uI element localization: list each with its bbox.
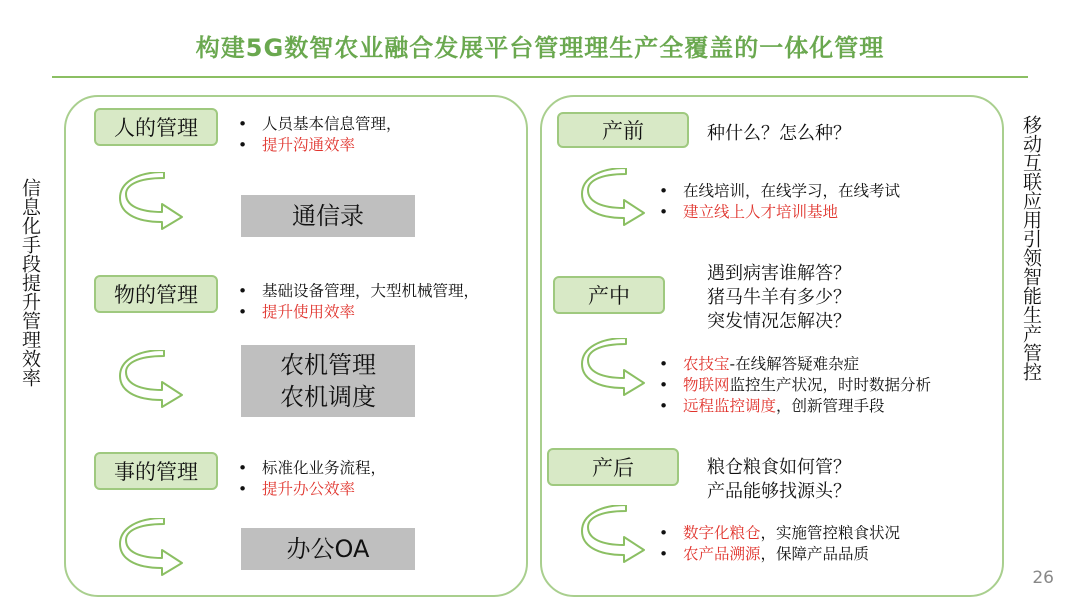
label-post-production: 产后 — [547, 448, 679, 486]
list-item: • 人员基本信息管理， — [238, 115, 402, 133]
questions-mid: 遇到病害谁解答？ 猪马牛羊有多少？ 突发情况怎解决？ — [707, 263, 851, 332]
list-item: • 在线培训，在线学习，在线考试 — [659, 182, 901, 200]
box-office-oa: 办公OA — [241, 528, 415, 570]
curved-arrow-icon — [580, 338, 650, 398]
list-item: • 提升沟通效率 — [238, 136, 356, 154]
bullets-people — [238, 114, 402, 156]
list-item: • 农技宝-在线解答疑难杂症 — [659, 355, 860, 373]
box-contacts: 通信录 — [241, 195, 415, 237]
bullets-affairs — [238, 458, 386, 500]
bullets-assets — [238, 281, 479, 323]
slide-title: 构建5G数智农业融合发展平台管理理生产全覆盖的一体化管理 — [195, 34, 885, 62]
curved-arrow-icon — [580, 505, 650, 565]
title-divider — [52, 76, 1028, 78]
curved-arrow-icon — [118, 172, 188, 232]
side-text-right: 移动互联应用引领智能生产管控 — [1020, 115, 1042, 381]
list-item: • 标准化业务流程， — [238, 459, 387, 477]
list-item: • 数字化粮仓，实施管控粮食状况 — [659, 524, 901, 542]
list-item: • 基础设备管理，大型机械管理， — [238, 282, 480, 300]
bullets-post — [659, 523, 900, 565]
questions-post: 粮仓粮食如何管？ 产品能够找源头？ — [707, 457, 851, 502]
curved-arrow-icon — [118, 350, 188, 410]
list-item: • 提升使用效率 — [238, 303, 356, 321]
label-asset-management: 物的管理 — [94, 275, 218, 313]
box-machinery: 农机管理 农机调度 — [241, 345, 415, 417]
label-pre-production: 产前 — [557, 112, 689, 148]
list-item: • 农产品溯源，保障产品品质 — [659, 545, 870, 563]
curved-arrow-icon — [118, 518, 188, 578]
list-item: • 提升办公效率 — [238, 480, 356, 498]
side-text-left: 信息化手段提升管理效率 — [19, 178, 41, 387]
page-number: 26 — [1032, 568, 1054, 588]
label-affairs-management: 事的管理 — [94, 452, 218, 490]
label-people-management: 人的管理 — [94, 108, 218, 146]
list-item: • 远程监控调度，创新管理手段 — [659, 397, 885, 415]
list-item: • 物联网监控生产状况，时时数据分析 — [659, 376, 932, 394]
list-item: • 建立线上人才培训基地 — [659, 203, 839, 221]
bullets-pre — [659, 181, 900, 223]
questions-pre: 种什么？怎么种？ — [707, 123, 851, 144]
curved-arrow-icon — [580, 168, 650, 228]
bullets-mid — [659, 354, 931, 417]
label-mid-production: 产中 — [553, 276, 665, 314]
